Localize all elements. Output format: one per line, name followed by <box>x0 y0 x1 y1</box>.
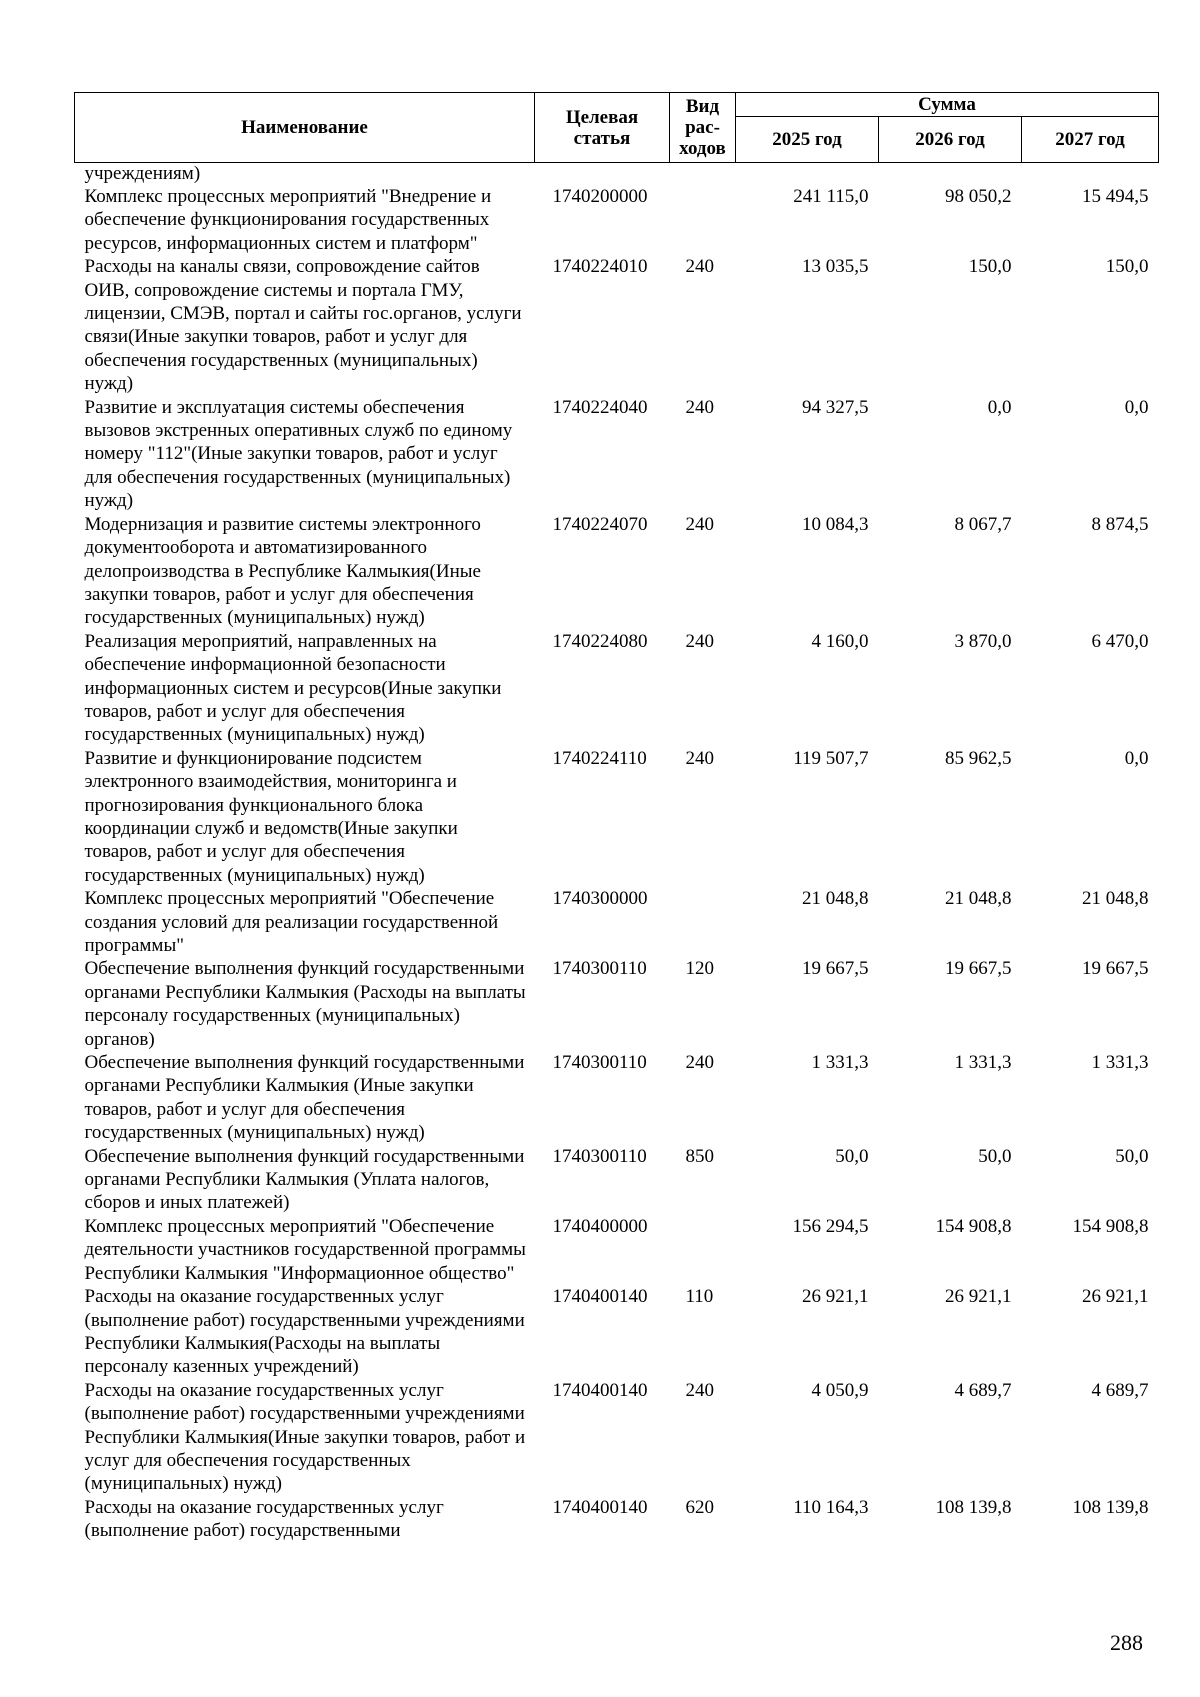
table-row <box>75 1379 1159 1496</box>
row-amount-2026-cell: 26 921,1 <box>945 1286 1012 1308</box>
row-name-cell: Расходы на оказание государственных услуг (выполнение работ) государственными учреждениями Республики Калмыкия(Расходы на выплаты персоналу казенных учреждений) <box>84 1286 525 1378</box>
table-body <box>75 163 1159 1543</box>
row-expense-type-cell: 240 <box>685 747 714 769</box>
row-amount-2026-cell: 108 139,8 <box>935 1496 1012 1518</box>
row-expense-type-cell: 240 <box>685 256 714 278</box>
header-expense-type: Вид рас-ходов <box>670 93 736 163</box>
row-expense-type-cell <box>670 185 736 255</box>
row-name-cell: Обеспечение выполнения функций государственными органами Республики Калмыкия (Расходы на выплаты персоналу государственных (муниципальных) органов) <box>84 958 526 1050</box>
row-amount-2027-cell: 1 331,3 <box>1091 1052 1149 1074</box>
table-row <box>75 1215 1159 1285</box>
row-expense-type-cell: 240 <box>685 630 714 652</box>
header-year-2027: 2027 год <box>1022 117 1159 163</box>
row-amount-2025-cell <box>736 163 879 186</box>
row-amount-2027-cell: 50,0 <box>1115 1145 1149 1167</box>
row-amount-2026-cell: 4 689,7 <box>954 1379 1012 1401</box>
table-row <box>75 396 1159 513</box>
row-target-article-cell: 1740224070 <box>552 513 648 535</box>
row-expense-type-cell: 120 <box>685 958 714 980</box>
row-target-article-cell: 1740224010 <box>552 256 648 278</box>
row-amount-2025-cell: 19 667,5 <box>802 958 869 980</box>
row-expense-type-cell: 240 <box>685 396 714 418</box>
table-row <box>75 513 1159 630</box>
row-amount-2026-cell: 50,0 <box>978 1145 1012 1167</box>
row-amount-2027-cell: 15 494,5 <box>1082 186 1149 207</box>
row-expense-type-cell: 240 <box>685 1379 714 1401</box>
header-year-2026: 2026 год <box>879 117 1022 163</box>
row-expense-type-cell <box>670 1215 736 1285</box>
row-amount-2026-cell: 3 870,0 <box>954 630 1012 652</box>
row-target-article-cell: 1740400140 <box>552 1379 648 1401</box>
row-target-article-cell: 1740400000 <box>552 1215 648 1237</box>
row-amount-2025-cell: 21 048,8 <box>802 888 869 910</box>
row-amount-2027-cell: 154 908,8 <box>1072 1215 1149 1237</box>
row-amount-2027-cell: 19 667,5 <box>1082 958 1149 980</box>
row-expense-type-cell: 240 <box>685 1052 714 1074</box>
row-amount-2026-cell: 98 050,2 <box>945 186 1012 207</box>
row-amount-2026-cell: 8 067,7 <box>954 513 1012 535</box>
row-amount-2027-cell: 8 874,5 <box>1091 513 1149 535</box>
row-name-cell: Обеспечение выполнения функций государственными органами Республики Калмыкия (Иные закупки товаров, работ и услуг для обеспечения государственных (муниципальных) нужд) <box>84 1052 525 1144</box>
row-name-cell: Реализация мероприятий, направленных на обеспечение информационной безопасности информационных систем и ресурсов(Иные закупки товаров, работ и услуг для обеспечения государственных (муниципальных) нужд) <box>84 630 502 746</box>
table-row <box>75 1496 1159 1543</box>
row-name-cell: Развитие и эксплуатация системы обеспечения вызовов экстренных оперативных служб по единому номеру "112"(Иные закупки товаров, работ и услуг для обеспечения государственных (муниципальных) нужд) <box>84 396 513 512</box>
row-name-cell: Развитие и функционирование подсистем электронного взаимодействия, мониторинга и прогнозирования функционального блока координации служб и ведомств(Иные закупки товаров, работ и услуг для обеспечения государственных (муниципальных) нужд) <box>84 747 458 886</box>
row-target-article-cell: 1740200000 <box>552 186 648 207</box>
row-target-article-cell: 1740224110 <box>552 747 647 769</box>
row-target-article-cell: 1740224040 <box>552 396 648 418</box>
header-name: Наименование <box>75 93 535 163</box>
row-amount-2025-cell: 119 507,7 <box>793 747 869 769</box>
table-row <box>75 1285 1159 1379</box>
header-sum: Сумма <box>736 93 1159 117</box>
header-year-2025: 2025 год <box>736 117 879 163</box>
row-target-article-cell: 1740300110 <box>552 958 647 980</box>
row-expense-type-cell <box>670 163 736 186</box>
row-target-article-cell: 1740300000 <box>552 888 648 910</box>
row-expense-type-cell: 240 <box>685 513 714 535</box>
row-amount-2027-cell: 0,0 <box>1124 396 1149 418</box>
row-target-article-cell <box>535 163 670 186</box>
row-amount-2025-cell: 26 921,1 <box>802 1286 869 1308</box>
row-amount-2025-cell: 50,0 <box>835 1145 869 1167</box>
row-amount-2026-cell: 1 331,3 <box>954 1052 1012 1074</box>
row-amount-2025-cell: 4 050,9 <box>811 1379 869 1401</box>
row-amount-2026-cell: 0,0 <box>987 396 1012 418</box>
row-expense-type-cell: 850 <box>685 1145 714 1167</box>
row-target-article-cell: 1740224080 <box>552 630 648 652</box>
row-amount-2027-cell <box>1022 163 1159 186</box>
row-name-cell: Комплекс процессных мероприятий "Обеспечение создания условий для реализации государственной программы" <box>84 888 499 956</box>
row-amount-2027-cell: 6 470,0 <box>1091 630 1149 652</box>
row-amount-2025-cell: 13 035,5 <box>802 256 869 278</box>
row-name-cell: Расходы на оказание государственных услуг (выполнение работ) государственными <box>84 1496 444 1542</box>
row-name-cell: Комплекс процессных мероприятий "Внедрение и обеспечение функционирования государственных ресурсов, информационных систем и платформ" <box>84 186 492 254</box>
row-amount-2027-cell: 4 689,7 <box>1091 1379 1149 1401</box>
row-amount-2026-cell: 21 048,8 <box>945 888 1012 910</box>
page-number: 288 <box>1110 1630 1143 1655</box>
table-row <box>75 1145 1159 1215</box>
table-row <box>75 957 1159 1051</box>
row-target-article-cell: 1740300110 <box>552 1052 647 1074</box>
row-amount-2025-cell: 110 164,3 <box>793 1496 869 1518</box>
row-expense-type-cell <box>670 887 736 957</box>
table-row <box>75 185 1159 255</box>
table-row <box>75 255 1159 395</box>
row-amount-2025-cell: 10 084,3 <box>802 513 869 535</box>
row-amount-2027-cell: 0,0 <box>1124 747 1149 769</box>
row-name-cell: Комплекс процессных мероприятий "Обеспечение деятельности участников государственной программы Республики Калмыкия "Информационное общество" <box>84 1215 526 1284</box>
row-amount-2027-cell: 21 048,8 <box>1082 888 1149 910</box>
row-amount-2026-cell: 85 962,5 <box>945 747 1012 769</box>
header-target-article: Целевая статья <box>535 93 670 163</box>
row-amount-2025-cell: 156 294,5 <box>792 1215 869 1237</box>
row-amount-2027-cell: 108 139,8 <box>1072 1496 1149 1518</box>
row-target-article-cell: 1740400140 <box>552 1496 648 1518</box>
budget-table-container <box>74 92 1158 1543</box>
table-header <box>75 93 1159 163</box>
table-row <box>75 887 1159 957</box>
row-amount-2027-cell: 26 921,1 <box>1082 1286 1149 1308</box>
budget-table <box>74 92 1159 1543</box>
row-name-cell: учреждениям) <box>84 163 201 184</box>
table-row <box>75 747 1159 887</box>
row-amount-2025-cell: 4 160,0 <box>811 630 869 652</box>
row-amount-2026-cell <box>879 163 1022 186</box>
row-name-cell: Расходы на оказание государственных услуг (выполнение работ) государственными учреждениями Республики Калмыкия(Иные закупки товаров, работ и услуг для обеспечения государственных (муниципальных) нужд) <box>84 1379 526 1495</box>
row-target-article-cell: 1740400140 <box>552 1286 648 1308</box>
table-row <box>75 1051 1159 1145</box>
row-amount-2027-cell: 150,0 <box>1105 256 1149 278</box>
row-amount-2025-cell: 1 331,3 <box>811 1052 869 1074</box>
row-name-cell: Модернизация и развитие системы электронного документооборота и автоматизированного делопроизводства в Республике Калмыкия(Иные закупки товаров, работ и услуг для обеспечения государственных (муниципальных) нужд) <box>84 513 481 629</box>
table-row <box>75 630 1159 747</box>
row-name-cell: Расходы на каналы связи, сопровождение сайтов ОИВ, сопровождение системы и портала ГМУ, лицензии, СМЭВ, портал и сайты гос.органов, услуги связи(Иные закупки товаров, работ и услуг для обеспечения государственных (муниципальных) нужд) <box>84 256 522 395</box>
row-target-article-cell: 1740300110 <box>552 1145 647 1167</box>
row-expense-type-cell: 620 <box>685 1496 714 1518</box>
row-amount-2025-cell: 241 115,0 <box>793 186 869 207</box>
row-amount-2026-cell: 19 667,5 <box>945 958 1012 980</box>
row-expense-type-cell: 110 <box>685 1286 714 1308</box>
row-amount-2026-cell: 150,0 <box>968 256 1012 278</box>
row-amount-2026-cell: 154 908,8 <box>935 1215 1012 1237</box>
table-row <box>75 163 1159 186</box>
row-amount-2025-cell: 94 327,5 <box>802 396 869 418</box>
row-name-cell: Обеспечение выполнения функций государственными органами Республики Калмыкия (Уплата налогов, сборов и иных платежей) <box>84 1145 525 1214</box>
